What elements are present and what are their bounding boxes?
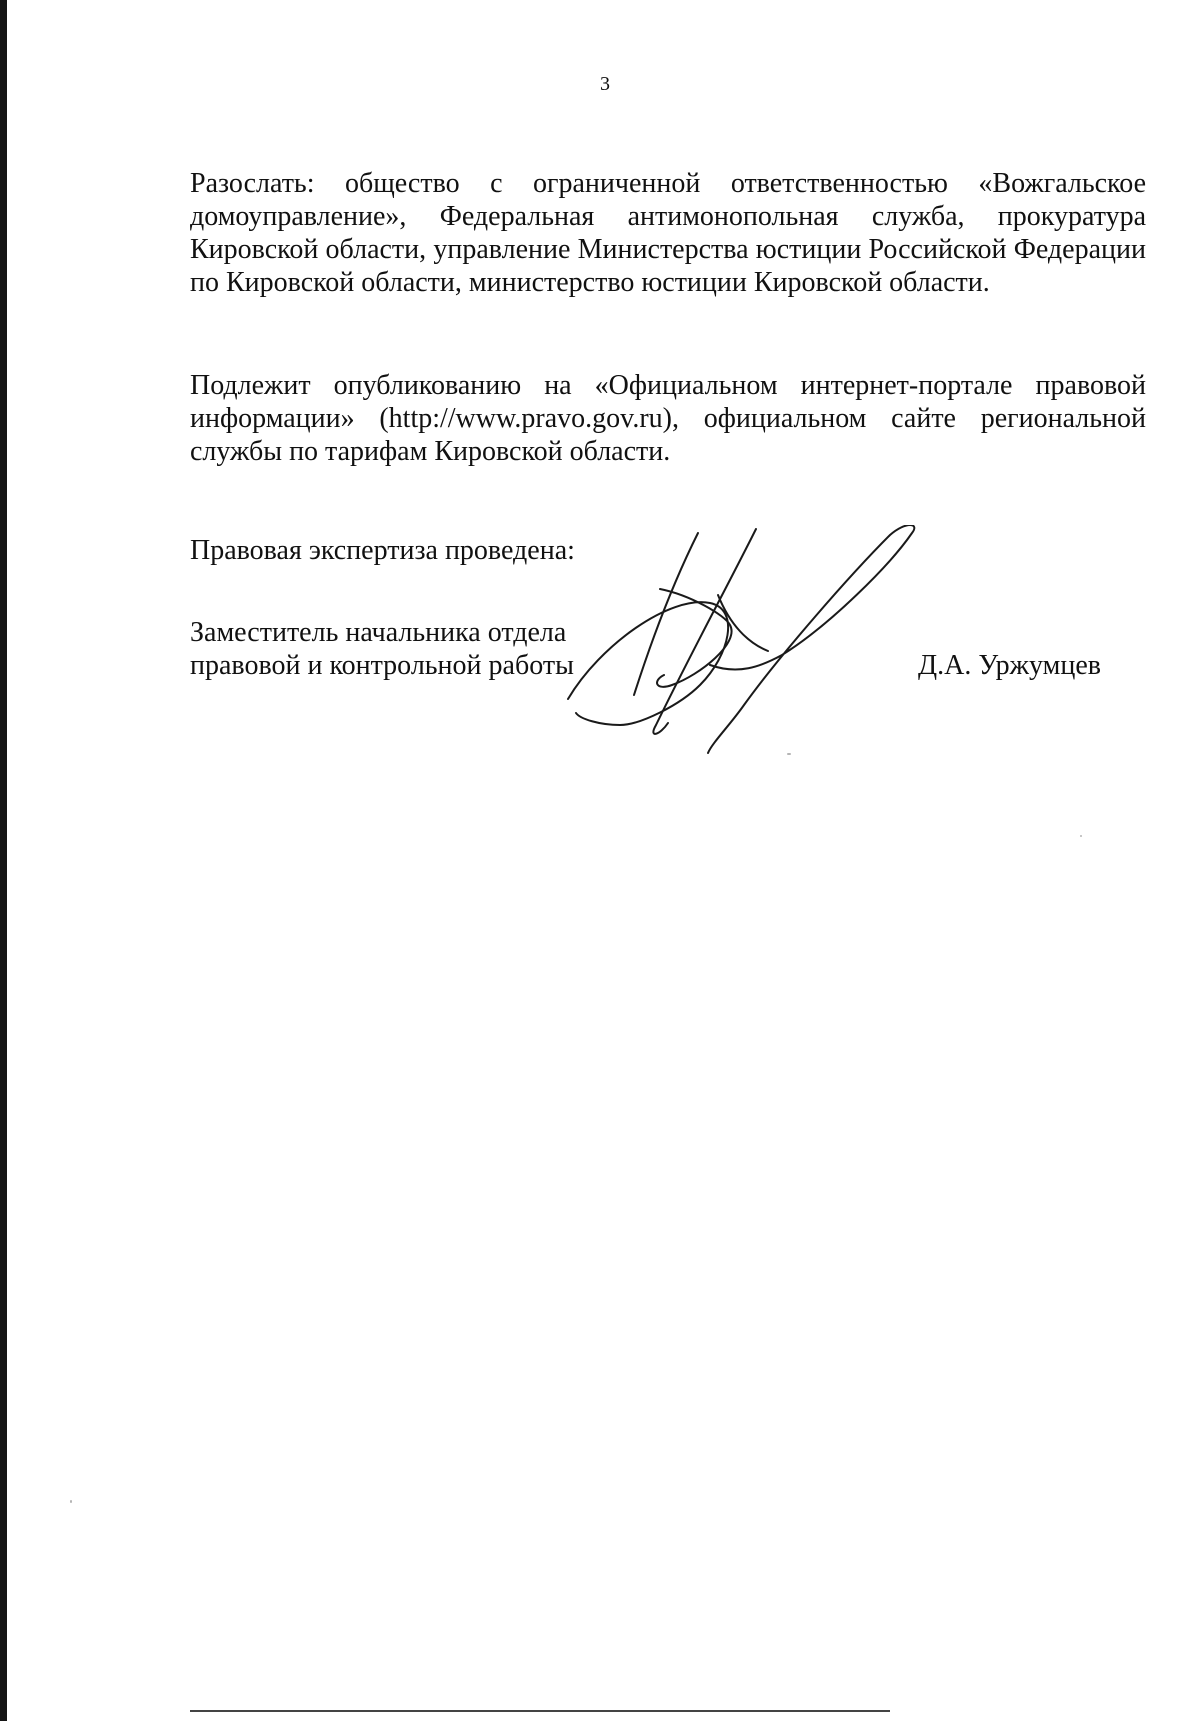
distribution-list: Разослать: общество с ограниченной ответственностью «Вожгальское домоуправление», Федеральная антимонопольная служба, прокуратура Кировской области, управление Министерства юстиции Российской Федерации по Кировской области, министерство юстиции Кировской области. — [190, 168, 1146, 298]
signatory-position-line-1: Заместитель начальника отдела — [190, 617, 567, 648]
signatory-position-line-2: правовой и контрольной работы — [190, 650, 574, 681]
page-number: 3 — [600, 73, 610, 95]
handwritten-signature — [560, 525, 940, 755]
scan-speck — [787, 753, 791, 755]
signatory-name: Д.А. Уржумцев — [918, 650, 1102, 681]
publication-notice: Подлежит опубликованию на «Официальном интернет-портале правовой информации» (http://www.pravo.gov.ru), официальном сайте региональной службы по тарифам Кировской области. — [190, 370, 1146, 467]
legal-review-label: Правовая экспертиза проведена: — [190, 535, 575, 566]
scan-speck — [1080, 835, 1082, 837]
scan-speck — [70, 1500, 72, 1503]
scan-edge — [0, 0, 7, 1721]
footer-rule — [190, 1710, 890, 1712]
